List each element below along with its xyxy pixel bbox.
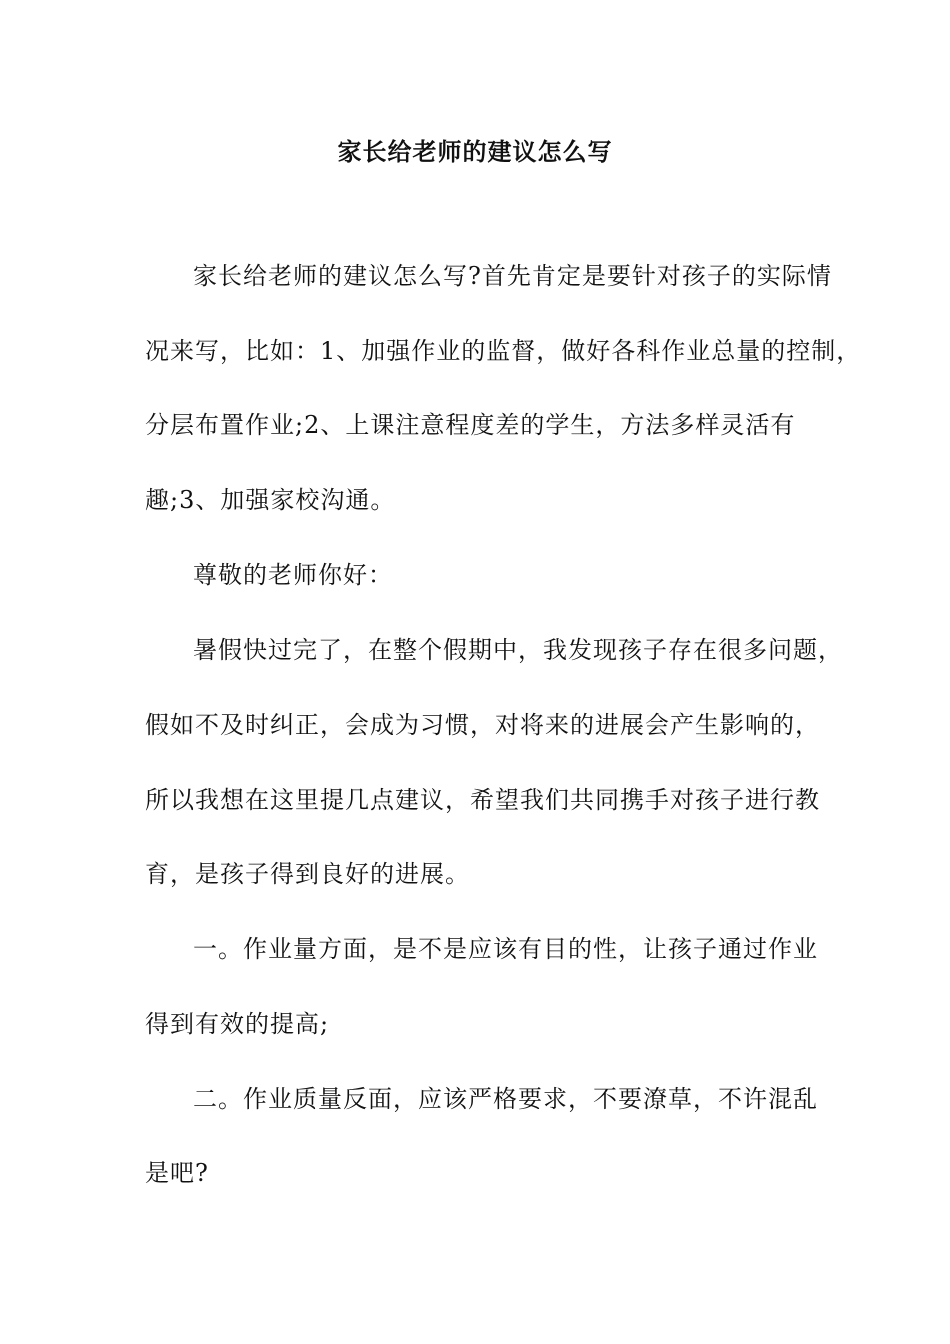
paragraph-line: 所以我想在这里提几点建议，希望我们共同携手对孩子进行教 [145, 786, 820, 814]
paragraph-line: 育，是孩子得到良好的进展。 [145, 860, 470, 888]
paragraph-line: 二。作业质量反面，应该严格要求，不要潦草，不许混乱 [193, 1085, 818, 1113]
paragraph-line: 况来写，比如：1、加强作业的监督，做好各科作业总量的控制， [145, 337, 862, 365]
paragraph-line: 一。作业量方面，是不是应该有目的性，让孩子通过作业 [193, 935, 818, 963]
paragraph-line: 假如不及时纠正，会成为习惯，对将来的进展会产生影响的， [145, 711, 820, 739]
paragraph-line: 暑假快过完了，在整个假期中，我发现孩子存在很多问题， [193, 636, 843, 664]
paragraph-line: 家长给老师的建议怎么写?首先肯定是要针对孩子的实际情 [193, 262, 832, 290]
paragraph-line: 是吧? [145, 1159, 209, 1187]
paragraph-line: 得到有效的提高; [145, 1010, 330, 1038]
paragraph-line: 分层布置作业;2、上课注意程度差的学生，方法多样灵活有 [145, 411, 796, 439]
paragraph-line: 尊敬的老师你好： [193, 561, 393, 589]
document-title: 家长给老师的建议怎么写 [337, 138, 613, 166]
paragraph-line: 趣;3、加强家校沟通。 [145, 486, 396, 514]
